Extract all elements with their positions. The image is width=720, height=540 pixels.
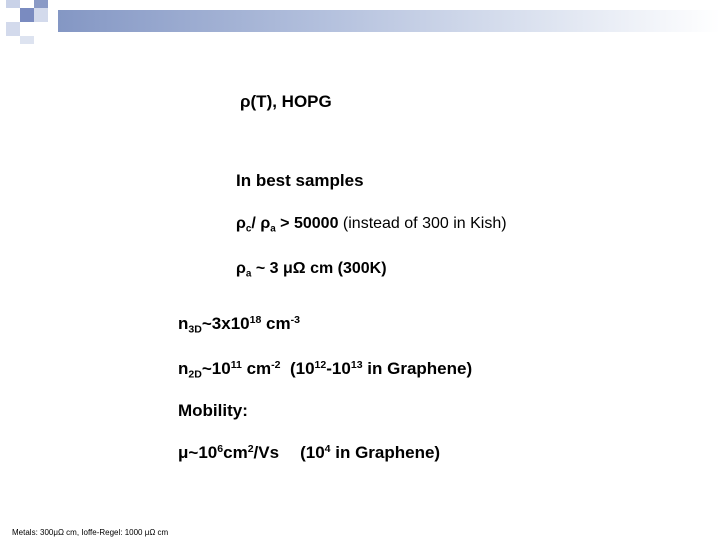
n2d-density-line: $n_{2D}\sim 10^{11}$ $cm^{-2}$ ($10^{12}-10^{13}$ in Graphene) [178,359,473,381]
deco-square-light-bottom [20,36,34,44]
deco-square-light-top [6,0,20,8]
footer-note: Metals: 300μΩ cm, Ioffe-Regel: 1000 μΩ cm [12,528,169,537]
rho-a-line: $\rho_a$ ~ 3 μΩ cm (300K) [236,260,387,280]
mobility-value-line: $\mu\sim 10^6cm^2/Vs$ ($10^4$ in Graphene) [178,443,441,462]
n3d-density-line: $n_{3D}\sim 3x10^{18}$ $cm^{-3}$ [178,314,300,336]
resistivity-ratio-line: $\rho_c/$ $\rho_a > 50000$ (instead of 300 in Kish) [236,215,507,235]
kish-comparison-note: (instead of 300 in Kish) [342,215,507,232]
deco-square-light-left [6,22,20,36]
best-samples-heading: In best samples [236,171,364,190]
deco-square-dark-mid [20,8,34,22]
slide-title: ρ(T), HOPG [240,92,332,111]
header-gradient-bar [58,10,720,32]
deco-square-dark-top [34,0,48,8]
deco-square-light-mid [34,8,48,22]
mobility-heading: Mobility: [178,401,248,420]
